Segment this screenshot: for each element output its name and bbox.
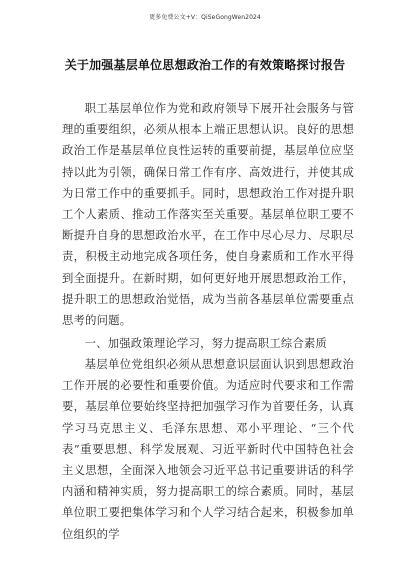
header-note: 更多免费公文+V：QiSeGongWen2024: [149, 14, 261, 21]
body-paragraph-1-block: [62, 98, 354, 331]
section-heading: 一、加强政策理论学习，努力提高职工综合素质: [84, 337, 328, 350]
document-title: 关于加强基层单位思想政治工作的有效策略探讨报告: [64, 58, 346, 72]
section-heading-block: [62, 333, 354, 354]
body-paragraph: 职工基层单位作为党和政府领导下展开社会服务与管理的重要组织，必须从根本上端正思想认识。良好的思想政治工作是基层单位良性运转的重要前提，基层单位应坚持以此为引领，确保日常工作有序、高效进行，并使其成为日常工作中的重要抓手。同时，思想政治工作对提升职工个人素质、推动工作落实至关重要。基层单位职工要不断提升自身的思想政治水平，在工作中尽心尽力、尽职尽责，积极主动地完成各项任务，使自身素质和工作水平得到全面提升。在新时期，如何更好地开展思想政治工作，提升职工的思想政治觉悟，成为当前各基层单位需要重点思考的问题。: [62, 102, 354, 328]
body-paragraph: 基层单位党组织必须从思想意识层面认识到思想政治工作开展的必要性和重要价值。为适应时代要求和工作需要，基层单位要始终坚持把加强学习作为首要任务，认真学习马克思主义、毛泽东思想、邓小平理论、“三个代表”重要思想、科学发展观、习近平新时代中国特色社会主义思想，全面深入地领会习近平总书记重要讲话的科学内涵和精神实质，努力提高职工的综合素质。同时，基层单位职工要把集体学习和个人学习结合起来，积极参加单位组织的学: [62, 358, 354, 541]
body-paragraph-2-block: [62, 354, 354, 545]
